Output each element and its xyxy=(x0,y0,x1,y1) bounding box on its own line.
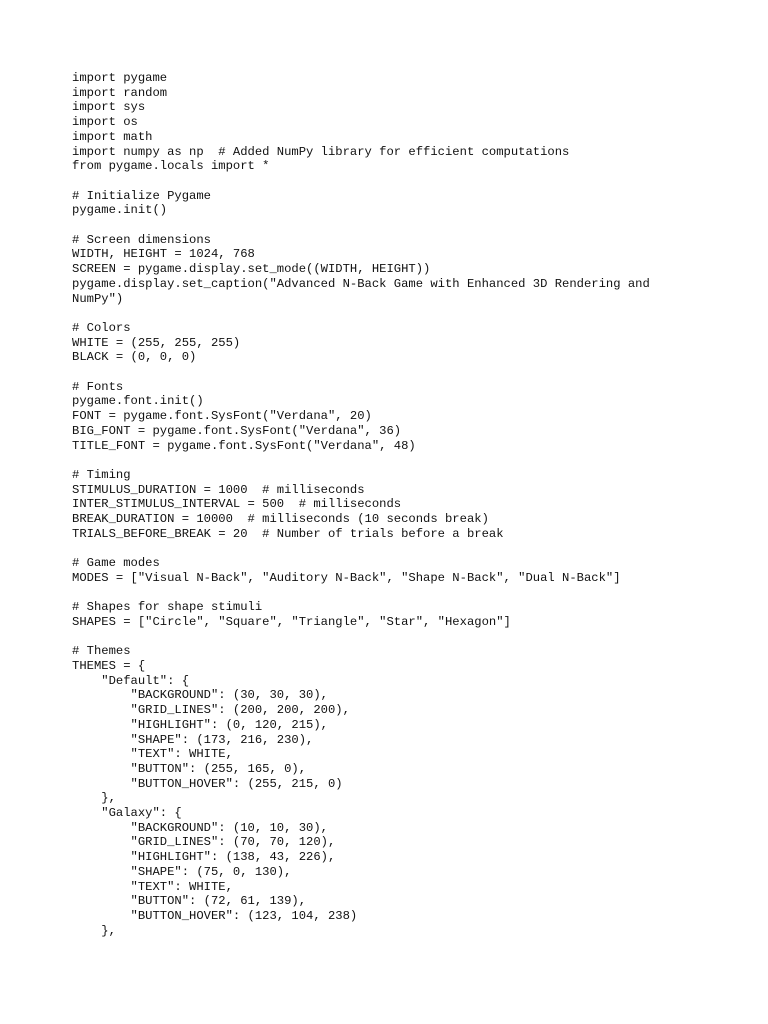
code-line: from pygame.locals import * xyxy=(72,159,270,174)
code-line: }, xyxy=(72,923,116,938)
code-line xyxy=(72,541,712,556)
code-line: "BUTTON": (255, 165, 0), xyxy=(72,761,307,776)
code-line: import random xyxy=(72,85,168,100)
code-line: SCREEN = pygame.display.set_mode((WIDTH, HEIGHT)) xyxy=(72,262,431,277)
code-line: import os xyxy=(72,115,138,130)
code-comment-line: # Initialize Pygame xyxy=(72,188,211,203)
code-line: "Default": { xyxy=(72,673,190,688)
code-line: "SHAPE": (173, 216, 230), xyxy=(72,732,314,747)
code-line: STIMULUS_DURATION = 1000 # milliseconds xyxy=(72,482,365,497)
code-comment-line: # Timing xyxy=(72,467,131,482)
code-line: TITLE_FONT = pygame.font.SysFont("Verdana", 48) xyxy=(72,438,416,453)
code-line: }, xyxy=(72,791,116,806)
code-line: "GRID_LINES": (70, 70, 120), xyxy=(72,835,336,850)
code-line xyxy=(72,586,712,601)
code-line: BREAK_DURATION = 10000 # milliseconds (10 seconds break) xyxy=(72,512,489,527)
code-line: THEMES = { xyxy=(72,659,146,673)
code-line: "BACKGROUND": (30, 30, 30), xyxy=(72,688,328,703)
code-line: pygame.init() xyxy=(72,203,168,218)
code-line xyxy=(72,218,712,233)
code-line: SHAPES = ["Circle", "Square", "Triangle", "Star", "Hexagon"] xyxy=(72,614,511,629)
code-comment-line: # Shapes for shape stimuli xyxy=(72,600,263,615)
code-line xyxy=(72,306,712,321)
code-line: import math xyxy=(72,129,153,144)
code-line: "BUTTON_HOVER": (123, 104, 238) xyxy=(72,908,358,923)
code-comment-line: # Themes xyxy=(72,644,131,659)
code-line: "Galaxy": { xyxy=(72,806,182,821)
code-line: WHITE = (255, 255, 255) xyxy=(72,335,241,350)
code-line xyxy=(72,453,712,468)
code-line: "TEXT": WHITE, xyxy=(72,879,233,894)
code-line: "BUTTON": (72, 61, 139), xyxy=(72,894,307,909)
code-comment-line: # Screen dimensions xyxy=(72,232,211,247)
code-line: TRIALS_BEFORE_BREAK = 20 # Number of trials before a break xyxy=(72,526,504,541)
code-line: "HIGHLIGHT": (138, 43, 226), xyxy=(72,850,336,865)
code-line: "BUTTON_HOVER": (255, 215, 0) xyxy=(72,776,343,791)
code-line: "HIGHLIGHT": (0, 120, 215), xyxy=(72,717,328,732)
code-line: "TEXT": WHITE, xyxy=(72,747,233,762)
code-line: import sys xyxy=(72,100,146,115)
code-line: NumPy") xyxy=(72,291,124,306)
code-line: INTER_STIMULUS_INTERVAL = 500 # milliseconds xyxy=(72,497,402,512)
code-line: FONT = pygame.font.SysFont("Verdana", 20) xyxy=(72,409,372,424)
code-line: WIDTH, HEIGHT = 1024, 768 xyxy=(72,247,255,262)
code-line: "BACKGROUND": (10, 10, 30), xyxy=(72,820,328,835)
code-line: BIG_FONT = pygame.font.SysFont("Verdana", 36) xyxy=(72,423,402,438)
code-line xyxy=(72,630,712,645)
code-line: pygame.font.init() xyxy=(72,394,204,409)
code-line: "GRID_LINES": (200, 200, 200), xyxy=(72,703,350,718)
code-line xyxy=(72,174,712,189)
code-line: "SHAPE": (75, 0, 130), xyxy=(72,864,292,879)
code-comment-line: # Game modes xyxy=(72,556,160,571)
code-comment-line: # Colors xyxy=(72,320,131,335)
code-line: import numpy as np # Added NumPy library for efficient computations xyxy=(72,144,570,159)
code-listing xyxy=(72,71,712,938)
code-comment-line: # Fonts xyxy=(72,379,124,394)
code-line: BLACK = (0, 0, 0) xyxy=(72,350,197,365)
code-line: MODES = ["Visual N-Back", "Auditory N-Back", "Shape N-Back", "Dual N-Back"] xyxy=(72,570,621,585)
code-line: import pygame xyxy=(72,71,168,85)
code-line xyxy=(72,365,712,380)
code-line: pygame.display.set_caption("Advanced N-Back Game with Enhanced 3D Rendering and xyxy=(72,276,650,291)
